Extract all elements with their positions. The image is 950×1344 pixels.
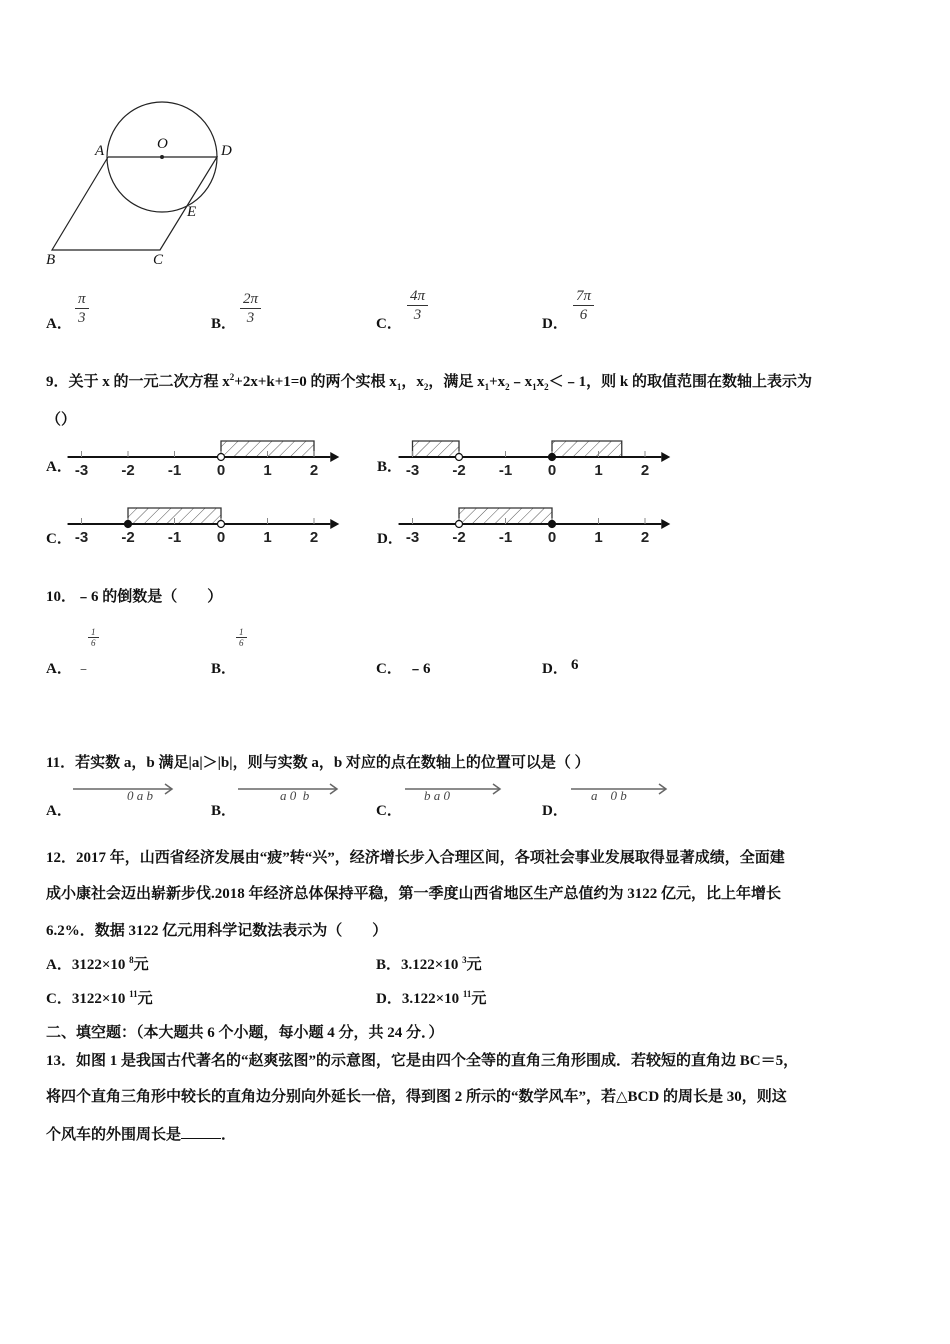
label-A: A (95, 143, 105, 159)
label-C: C (153, 252, 164, 268)
tick-label: 0 (547, 529, 557, 546)
tick-label: -2 (452, 462, 466, 479)
q9-question: 9．关于 x 的一元二次方程 $x^2+2x+k+1=0$ 的两个实根 $x_1$，$x_2$，满足 $x_1+x_2﹣x_1x_2<﹣1$，则 k 的取值范围在数轴上表示为 (46, 372, 813, 392)
tick-label: -3 (74, 529, 89, 546)
tick-label: -1 (167, 529, 182, 546)
q13-line-3: 个风车的外围周长是 ． (46, 1127, 237, 1143)
tick-label: -1 (498, 529, 513, 546)
q9-option-a-label[interactable]: A． (46, 459, 72, 475)
section-2-heading: 二、填空题：（本大题共 6 个小题，每小题 4 分，共 24 分．） (46, 1025, 444, 1041)
q11-option-c-label[interactable]: C． (376, 803, 402, 819)
q8-option-a-fraction: $\frac{\pi}{3}$ (75, 290, 89, 327)
q10-option-c-value: ﹣6 (408, 661, 431, 677)
q10-option-b-fraction: $\frac{1}{6}$ (236, 627, 247, 648)
q12-option-d[interactable]: D．3.122×10 $^{11}$元 (376, 989, 487, 1007)
q12-line-1: 12．2017 年，山西省经济发展由“疲”转“兴”，经济增长步入合理区间，各项社会事业发展取得显著成绩，全面建 (46, 850, 785, 866)
tick-label: 2 (309, 462, 319, 479)
tick-label: -2 (452, 529, 466, 546)
tick-label: 2 (640, 529, 650, 546)
q10-option-d-value: 6 (571, 657, 579, 673)
q9-option-c-label[interactable]: C． (46, 531, 72, 547)
q13-answer-blank[interactable] (181, 1138, 221, 1139)
tick-label: 1 (594, 462, 603, 479)
q12-line-2: 成小康社会迈出崭新步伐.2018 年经济总体保持平稳，第一季度山西省地区生产总值约为 3122 亿元，比上年增长 (46, 886, 782, 902)
q11-option-c-marks: b a 0 (424, 788, 450, 803)
tick-label: -1 (498, 462, 513, 479)
tick-label: 2 (640, 462, 650, 479)
tick-label: -3 (74, 462, 89, 479)
tick-label: 1 (594, 529, 603, 546)
q12-option-c[interactable]: C．3122×10 $^{11}$元 (46, 989, 153, 1007)
tick-label: -1 (167, 462, 182, 479)
tick-label: -3 (405, 462, 420, 479)
q10-option-b-label[interactable]: B． (211, 661, 237, 677)
q11-option-a-marks: 0 a b (127, 788, 153, 803)
label-D: D (221, 143, 232, 159)
q11-option-b-marks: a 0 b (280, 788, 310, 803)
q8-option-b-fraction: $\frac{2\pi}{3}$ (240, 290, 261, 327)
q13-line-1: 13．如图 1 是我国古代著名的“赵爽弦图”的示意图，它是由四个全等的直角三角形围成．若较短的直角边 BC＝5， (46, 1053, 799, 1069)
tick-label: 0 (216, 462, 226, 479)
tick-label: 0 (216, 529, 226, 546)
tick-label: -2 (121, 529, 135, 546)
tick-label: 2 (309, 529, 319, 546)
q11-question: 11．若实数 a，b 满足|a|＞|b|，则与实数 a，b 对应的点在数轴上的位置可以是（ ） (46, 755, 590, 771)
q10-option-a-label[interactable]: A． (46, 661, 72, 677)
q13-line-2: 将四个直角三角形中较长的直角边分别向外延长一倍，得到图 2 所示的“数学风车”，若△BCD 的周长是 30，则这 (46, 1089, 787, 1105)
q12-option-a[interactable]: A．3122×10 $^8$元 (46, 955, 149, 973)
q11-option-d-label[interactable]: D． (542, 803, 568, 819)
q10-option-c-label[interactable]: C． (376, 661, 402, 677)
tick-label: -3 (405, 529, 420, 546)
q8-option-c-fraction: $\frac{4\pi}{3}$ (407, 287, 428, 324)
label-B: B (46, 252, 56, 268)
q10-option-d-label[interactable]: D． (542, 661, 568, 677)
q9-option-d-label[interactable]: D． (377, 531, 403, 547)
q8-option-d-fraction: $\frac{7\pi}{6}$ (573, 287, 594, 324)
q8-option-b-label[interactable]: B． (211, 316, 237, 332)
q9-option-b-label[interactable]: B． (377, 459, 403, 475)
q10-question: 10．﹣6 的倒数是（ ） (46, 589, 223, 605)
q12-line-3: 6.2%．数据 3122 亿元用科学记数法表示为（ ） (46, 923, 388, 939)
tick-label: 1 (263, 462, 272, 479)
q8-option-d-label[interactable]: D． (542, 316, 568, 332)
q12-option-b[interactable]: B．3.122×10 $^3$元 (376, 955, 482, 973)
q10-option-a-fraction: $\frac{1}{6}$ (88, 627, 99, 648)
q11-option-d-marks: a 0 b (591, 788, 627, 803)
q10-option-a-sign: ﹣ (76, 661, 92, 677)
label-E: E (187, 204, 197, 220)
q9-answer-paren: （） (46, 412, 77, 428)
q11-option-a-label[interactable]: A． (46, 803, 72, 819)
tick-label: -2 (121, 462, 135, 479)
label-O: O (157, 136, 168, 152)
q11-option-b-label[interactable]: B． (211, 803, 237, 819)
tick-label: 1 (263, 529, 272, 546)
q8-option-c-label[interactable]: C． (376, 316, 402, 332)
tick-label: 0 (547, 462, 557, 479)
q8-option-a-label[interactable]: A． (46, 316, 72, 332)
